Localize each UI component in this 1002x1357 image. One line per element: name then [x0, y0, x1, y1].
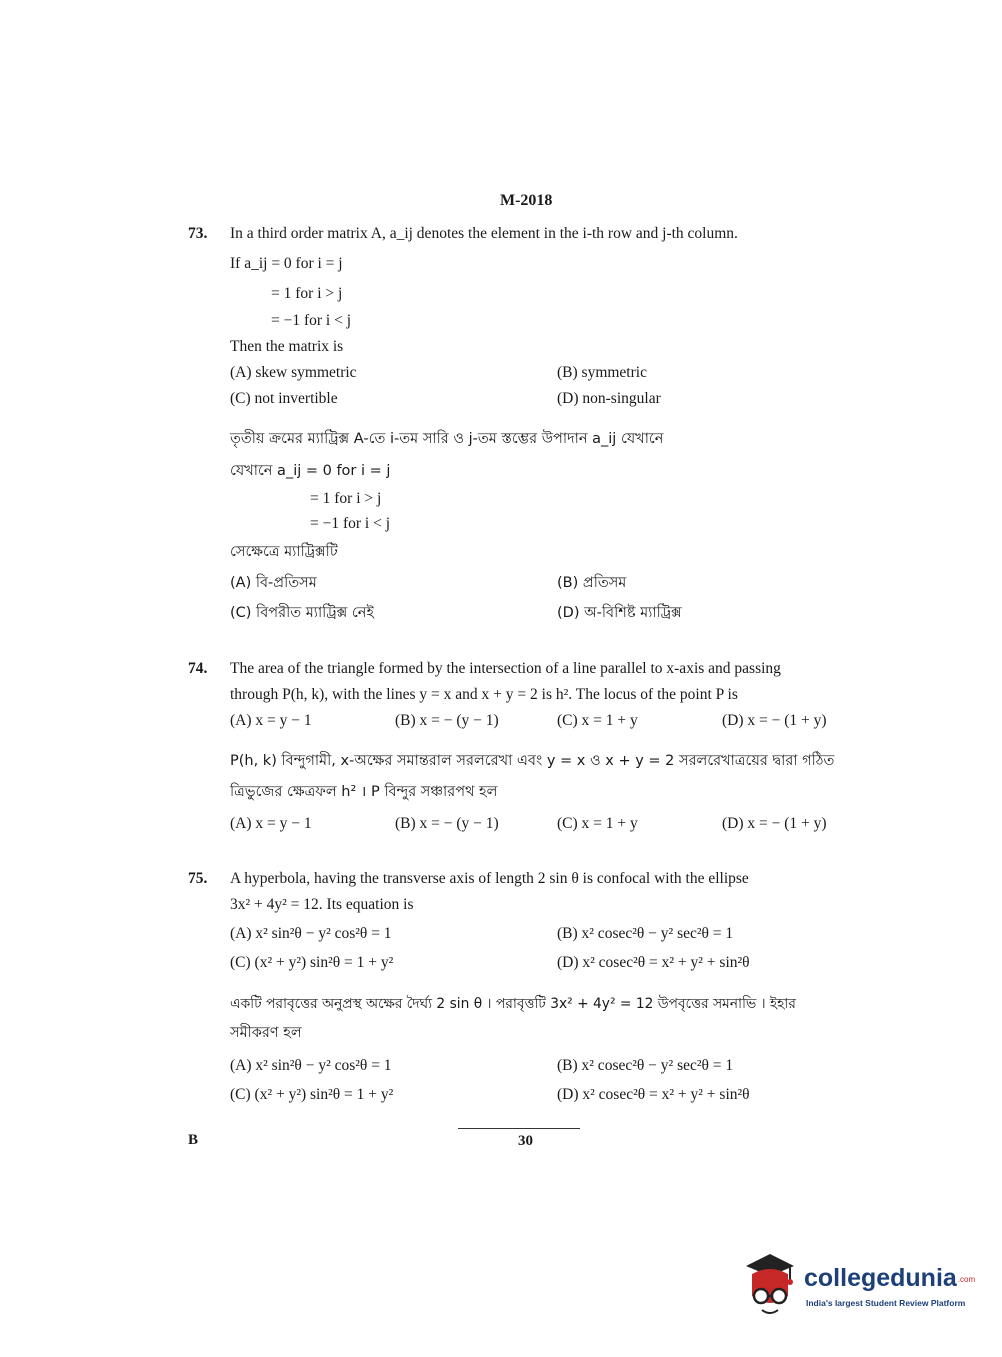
question-stem: In a third order matrix A, a_ij denotes the element in the i-th row and j-th column. [230, 225, 738, 242]
option-d: (D) non-singular [557, 390, 661, 407]
question-stem-bengali: ত্রিভুজের ক্ষেত্রফল h² । P বিন্দুর সঞ্চারপথ হল [230, 784, 498, 800]
option-a: (A) skew symmetric [230, 364, 357, 381]
option-a-bengali: (A) x = y − 1 [230, 815, 312, 832]
question-stem-bengali: সমীকরণ হল [230, 1025, 302, 1041]
option-b: (B) x = − (y − 1) [395, 712, 499, 729]
question-number: 74. [188, 660, 208, 677]
condition-line: = 1 for i > j [271, 285, 343, 302]
question-stem-bengali: একটি পরাবৃত্তের অনুপ্রস্থ অক্ষের দৈর্ঘ্য 2 sin θ । পরাবৃত্তটি 3x² + 4y² = 12 উপবৃত্তের সমনাভি । ইহার [230, 996, 796, 1012]
question-stem: A hyperbola, having the transverse axis of length 2 sin θ is confocal with the ellipse [230, 870, 749, 887]
collegedunia-mascot-icon [740, 1250, 800, 1322]
footer-rule [458, 1128, 580, 1129]
option-d-bengali: (D) অ-বিশিষ্ট ম্যাট্রিক্স [557, 605, 682, 621]
question-stem: The area of the triangle formed by the intersection of a line parallel to x-axis and passing [230, 660, 781, 677]
question-prompt: Then the matrix is [230, 338, 344, 355]
condition-line: = −1 for i < j [271, 312, 352, 329]
question-stem-bengali: P(h, k) বিন্দুগামী, x-অক্ষের সমান্তরাল সরলরেখা এবং y = x ও x + y = 2 সরলরেখাত্রয়ের দ্বারা গঠিত [230, 753, 835, 769]
option-d-bengali: (D) x² cosec²θ = x² + y² + sin²θ [557, 1086, 750, 1103]
collegedunia-logo [804, 1264, 975, 1293]
option-c-bengali: (C) (x² + y²) sin²θ = 1 + y² [230, 1086, 394, 1103]
question-stem: through P(h, k), with the lines y = x and x + y = 2 is h². The locus of the point P is [230, 686, 738, 703]
option-a: (A) x = y − 1 [230, 712, 312, 729]
condition-line-bengali: = 1 for i > j [310, 490, 382, 507]
condition-line-bengali: যেখানে a_ij = 0 for i = j [230, 463, 391, 479]
option-c: (C) not invertible [230, 390, 338, 407]
question-number: 73. [188, 225, 208, 242]
condition-line-bengali: = −1 for i < j [310, 515, 391, 532]
option-d-bengali: (D) x = − (1 + y) [722, 815, 827, 832]
condition-line: If a_ij = 0 for i = j [230, 255, 343, 272]
question-prompt-bengali: সেক্ষেত্রে ম্যাট্রিক্সটি [230, 544, 338, 560]
option-d: (D) x = − (1 + y) [722, 712, 827, 729]
option-a-bengali: (A) বি-প্রতিসম [230, 575, 317, 591]
option-c-bengali: (C) x = 1 + y [557, 815, 638, 832]
option-b-bengali: (B) x = − (y − 1) [395, 815, 499, 832]
logo-tagline: India's largest Student Review Platform [806, 1298, 966, 1308]
option-b-bengali: (B) x² cosec²θ − y² sec²θ = 1 [557, 1057, 734, 1074]
option-c-bengali: (C) বিপরীত ম্যাট্রিক্স নেই [230, 605, 374, 621]
option-a: (A) x² sin²θ − y² cos²θ = 1 [230, 925, 392, 942]
option-d: (D) x² cosec²θ = x² + y² + sin²θ [557, 954, 750, 971]
question-stem-bengali: তৃতীয় ক্রমের ম্যাট্রিক্স A-তে i-তম সারি ও j-তম স্তম্ভের উপাদান a_ij যেখানে [230, 431, 664, 447]
set-code: B [188, 1132, 199, 1148]
paper-code: M-2018 [500, 192, 553, 209]
option-b-bengali: (B) প্রতিসম [557, 575, 627, 591]
logo-suffix: .com [957, 1274, 976, 1284]
option-b: (B) x² cosec²θ − y² sec²θ = 1 [557, 925, 734, 942]
option-c: (C) x = 1 + y [557, 712, 638, 729]
question-stem: 3x² + 4y² = 12. Its equation is [230, 896, 414, 913]
option-b: (B) symmetric [557, 364, 647, 381]
option-c: (C) (x² + y²) sin²θ = 1 + y² [230, 954, 394, 971]
option-a-bengali: (A) x² sin²θ − y² cos²θ = 1 [230, 1057, 392, 1074]
question-number: 75. [188, 870, 208, 887]
logo-name: collegedunia [804, 1264, 957, 1292]
page-number: 30 [518, 1133, 533, 1149]
